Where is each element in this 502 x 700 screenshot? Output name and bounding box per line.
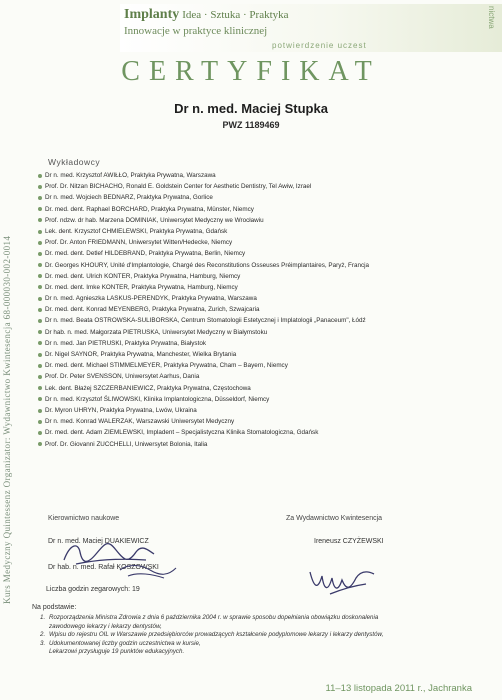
lecturer-item [38,327,498,338]
lecturer-text: Dr. med. dent. Imke KONTER, Praktyka Prywatna, Hamburg, Niemcy [45,283,238,291]
legal-basis-text: zawodowego lekarzy i lekarzy dentystów, [49,622,162,630]
lecturer-item [38,237,498,248]
bullet-icon [38,274,42,278]
legal-basis-item [40,640,480,649]
legal-basis-item [40,614,480,623]
legal-basis-number: 1. [40,614,46,621]
publisher-label: Za Wydawnictwo Kwintesencja [286,515,383,522]
lecturer-text: Dr. med. dent. Michael STIMMELMEYER, Praktyka Prywatna, Cham – Bayern, Niemcy [45,362,288,370]
lecturer-item [38,181,498,192]
bullet-icon [38,230,42,234]
bullet-icon [38,185,42,189]
legal-basis-text: Udokumentowanej liczby godzin uczestnictwa w kursie, [49,639,201,647]
lecturer-item [38,416,498,427]
lecturer-text: Dr n. med. Konrad WALERZAK, Warszawski Uniwersytet Medyczny [45,418,235,426]
bullet-icon [38,319,42,323]
legal-basis-text: Wpisu do rejestru OIL w Warszawie przedsiębiorców prowadzących kształcenie podyplomowe lekarzy i lekarzy dentystów, [49,631,384,639]
lecturer-item [38,349,498,360]
sidebar-organizer-text: Kurs Medyczny Quintessenz Organizator: Wydawnictwo Kwintesencja 68-000030-002-0014 [2,235,12,605]
lecturer-item [38,271,498,282]
bullet-icon [38,386,42,390]
lecturer-text: Lek. dent. Błażej SZCZERBANIEWICZ, Praktyka Prywatna, Częstochowa [45,384,251,392]
lecturer-item [38,215,498,226]
legal-basis-text: Lekarzowi przysługuje 19 punktów edukacyjnych. [49,648,185,656]
lecturer-item [38,248,498,259]
bullet-icon [38,364,42,368]
lecturer-text: Prof. Dr. Nitzan BICHACHO, Ronald E. Goldstein Center for Aesthetic Dentistry, Tel Awiw, Izrael [45,183,312,191]
bullet-icon [38,375,42,379]
bullet-icon [38,196,42,200]
lecturer-text: Dr. Nigel SAYNOR, Praktyka Prywatna, Manchester, Wielka Brytania [45,351,237,358]
logo-tagline: Idea · Sztuka · Praktyka [182,9,289,21]
bullet-icon [38,285,42,289]
lecturers-list [38,170,498,450]
lecturer-text: Lek. dent. Krzysztof CHMIELEWSKI, Praktyka Prywatna, Gdańsk [45,227,228,235]
signature-publisher [300,550,390,600]
legal-basis-number: 3. [40,639,46,647]
lecturer-text: Dr. Georges KHOURY, Unité d'Implantologie, Chargé des Reconstitutions Osseuses Préimplantaires, Paryż, Francja [45,261,370,269]
lecturer-text: Dr n. med. Wojciech BEDNARZ, Praktyka Prywatna, Gorlice [45,194,213,202]
lecturer-text: Prof. Dr. Anton FRIEDMANN, Uniwersytet Witten/Hedecke, Niemcy [45,239,233,247]
lecturer-item [38,204,498,215]
legal-basis-list [40,614,480,657]
recipient-pwz: PWZ 1189469 [222,120,280,130]
bullet-icon [38,263,42,267]
lecturers-heading: Wykładowcy [48,157,101,167]
lecturer-text: Prof. Dr. Peter SVENSSON, Uniwersytet Aarhus, Dania [45,373,200,381]
bullet-icon [38,330,42,334]
bullet-icon [38,353,42,357]
bullet-icon [38,218,42,222]
logo-brand: Implanty [124,7,180,22]
legal-basis-item [40,623,480,632]
legal-basis-item [40,631,480,640]
scientific-board-label: Kierownictwo naukowe [48,515,120,522]
event-date-location: 11–13 listopada 2011 r., Jachranka [325,683,472,694]
lecturer-item [38,439,498,450]
bullet-icon [38,420,42,424]
lecturer-item [38,338,498,349]
lecturer-text: Prof. Dr. Giovanni ZUCCHELLI, Uniwersytet Bolonia, Italia [45,440,208,448]
lecturer-text: Dr n. med. Krzysztof AWIŁŁO, Praktyka Prywatna, Warszawa [45,172,216,179]
bullet-icon [38,341,42,345]
lecturer-text: Dr n. med. Krzysztof ŚLIWOWSKI, Klinika Implantologiczna, Düsseldorf, Niemcy [45,395,270,403]
lecturer-text: Dr. med. dent. Konrad MEYENBERG, Praktyka Prywatna, Zurich, Szwajcaria [45,306,260,314]
lecturer-item [38,192,498,203]
lecturer-text: Dr. med. dent. Ulrich KONTER, Praktyka Prywatna, Hamburg, Niemcy [45,272,241,280]
bullet-icon [38,409,42,413]
legal-basis-item [40,648,480,657]
lecturer-item [38,394,498,405]
lecturer-item [38,360,498,371]
bullet-icon [38,397,42,401]
lecturer-text: Dr n. med. Agnieszka LASKUS-PERENDYK, Praktyka Prywatna, Warszawa [45,295,257,303]
lecturer-item [38,304,498,315]
lecturer-item [38,260,498,271]
scientific-board-member-2: Dr hab. n. med. Rafał KOSZOWSKI [48,564,159,571]
lecturer-item [38,170,498,181]
lecturer-text: Dr. Myron UHRYN, Praktyka Prywatna, Lwów, Ukraina [45,406,197,414]
bullet-icon [38,241,42,245]
lecturer-text: Prof. ndzw. dr hab. Marzena DOMINIAK, Uniwersytet Medyczny we Wrocławiu [45,216,264,224]
legal-basis-text: Rozporządzenia Ministra Zdrowia z dnia 6 października 2004 r. w sprawie sposobu dopełniania obowiązku doskonalenia [49,614,379,621]
lecturer-text: Dr. med. dent. Raphael BORCHARD, Praktyka Prywatna, Münster, Niemcy [45,205,254,213]
bullet-icon [38,174,42,178]
lecturer-item [38,405,498,416]
course-logo [124,7,289,23]
banner-tagline: Innowacje w praktyce klinicznej [124,25,268,37]
legal-basis-number: 2. [40,631,46,639]
banner-confirmation: potwierdzenie uczest [272,41,367,50]
lecturer-item [38,282,498,293]
lecturer-text: Dr. med. dent. Adam ZIEMLEWSKI, Impladent – Specjalistyczna Klinika Stomatologiczna, Gdańsk [45,429,319,437]
lecturer-item [38,383,498,394]
legal-basis-heading: Na podstawie: [32,604,77,611]
lecturer-item [38,315,498,326]
header-banner [120,4,502,52]
lecturer-item [38,293,498,304]
bullet-icon [38,442,42,446]
certificate-title: CERTYFIKAT [121,56,381,87]
signature-scientific [56,530,186,582]
lecturer-text: Dr n. med. Beata OSTROWSKA-SULIBORSKA, Centrum Stomatologii Estetycznej i Implatologii „Panaceum", Łódź [45,317,366,325]
lecturer-item [38,226,498,237]
banner-edge-text: nictwa [487,6,496,29]
bullet-icon [38,252,42,256]
lecturer-text: Dr n. med. Jan PIETRUSKI, Praktyka Prywatna, Białystok [45,339,206,347]
lecturer-text: Dr. med. dent. Detlef HILDEBRAND, Praktyka Prywatna, Berlin, Niemcy [45,250,246,258]
hours-count: Liczba godzin zegarowych: 19 [46,586,140,593]
lecturer-text: Dr hab. n. med. Małgorzata PIETRUSKA, Uniwersytet Medyczny w Białymstoku [45,328,268,336]
bullet-icon [38,308,42,312]
bullet-icon [38,431,42,435]
lecturer-item [38,371,498,382]
bullet-icon [38,207,42,211]
bullet-icon [38,297,42,301]
recipient-name: Dr n. med. Maciej Stupka [174,101,328,116]
publisher-representative: Ireneusz CZYŻEWSKI [314,538,384,545]
lecturer-item [38,427,498,438]
scientific-board-member-1: Dr n. med. Maciej DUAKIEWICZ [48,538,149,545]
